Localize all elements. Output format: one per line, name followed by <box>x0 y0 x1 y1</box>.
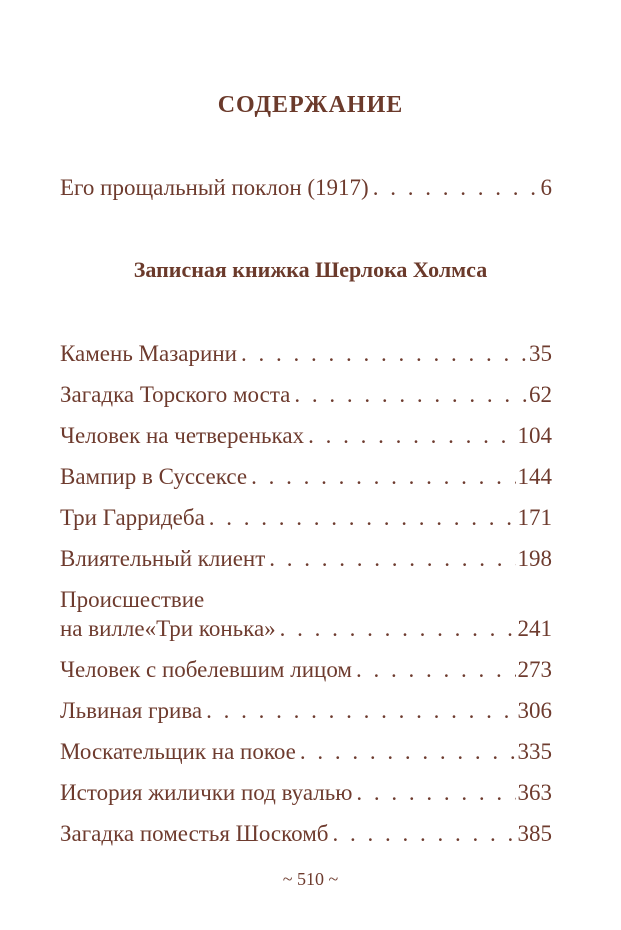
toc-entry <box>60 697 552 725</box>
toc-entry-page: 335 <box>517 739 552 764</box>
toc-entry-page: 144 <box>517 464 552 489</box>
toc-entry <box>60 545 552 573</box>
toc-entry-title: Его прощальный поклон (1917) <box>60 175 369 200</box>
toc-entry-page: 35 <box>529 341 552 366</box>
toc-entry-title: Камень Мазарини <box>60 341 237 366</box>
toc-entry-title: Львиная грива <box>60 698 203 723</box>
toc-leader-dots <box>308 422 515 450</box>
toc-entry-title: История жилички под вуалью <box>60 780 353 805</box>
toc-entry <box>60 820 552 848</box>
toc-entry-page: 104 <box>517 423 552 448</box>
toc-entry <box>60 463 552 491</box>
toc-leader-dots <box>332 820 515 848</box>
toc-leader-dots <box>209 504 516 532</box>
section-title: Записная книжка Шерлока Холмса <box>133 257 488 282</box>
toc-entry <box>60 340 552 368</box>
toc-entry-title: на вилле«Три конька» <box>60 616 276 641</box>
toc-entry-title: Влиятельный клиент <box>60 546 266 571</box>
toc-entry-page: 198 <box>517 546 552 571</box>
toc-entry-title: Загадка поместья Шоскомб <box>60 821 329 846</box>
toc-entry-title-line1: Происшествие <box>60 587 205 612</box>
toc-entry-page: 385 <box>517 821 552 846</box>
toc-entry <box>60 615 552 643</box>
toc-leader-dots <box>241 340 527 368</box>
toc-entry-title: Вампир в Суссексе <box>60 464 248 489</box>
toc-leader-dots <box>300 738 516 766</box>
toc-entry <box>60 656 552 684</box>
toc-leader-dots <box>206 697 515 725</box>
toc-leader-dots <box>280 615 516 643</box>
toc-entry-intro <box>60 174 552 202</box>
toc-leader-dots <box>251 463 515 491</box>
toc-entry <box>60 779 552 807</box>
toc-entry-page: 306 <box>517 698 552 723</box>
toc-entry-title: Человек на четвереньках <box>60 423 305 448</box>
toc-leader-dots <box>269 545 515 573</box>
toc-leader-dots <box>356 656 516 684</box>
toc-entry-title: Человек с побелевшим лицом <box>60 657 352 682</box>
toc-entry <box>60 738 552 766</box>
toc-entry-page: 363 <box>517 780 552 805</box>
page-number: ~ 510 ~ <box>282 869 339 889</box>
toc-leader-dots <box>356 779 515 807</box>
toc-entry <box>60 504 552 532</box>
toc-entry-title: Москательщик на покое <box>60 739 296 764</box>
toc-entry-page: 171 <box>517 505 552 530</box>
toc-leader-dots <box>373 174 539 202</box>
toc-entry-page: 241 <box>517 616 552 641</box>
page-title: СОДЕРЖАНИЕ <box>217 92 404 118</box>
toc-entry <box>60 422 552 450</box>
toc-entry-title: Загадка Торского моста <box>60 382 291 407</box>
toc-leader-dots <box>294 381 527 409</box>
toc-entry-page: 62 <box>529 382 552 407</box>
toc-entry <box>60 381 552 409</box>
toc-entry-title: Три Гарридеба <box>60 505 205 530</box>
toc-entry-page: 6 <box>540 175 552 200</box>
toc-entry-page: 273 <box>517 657 552 682</box>
